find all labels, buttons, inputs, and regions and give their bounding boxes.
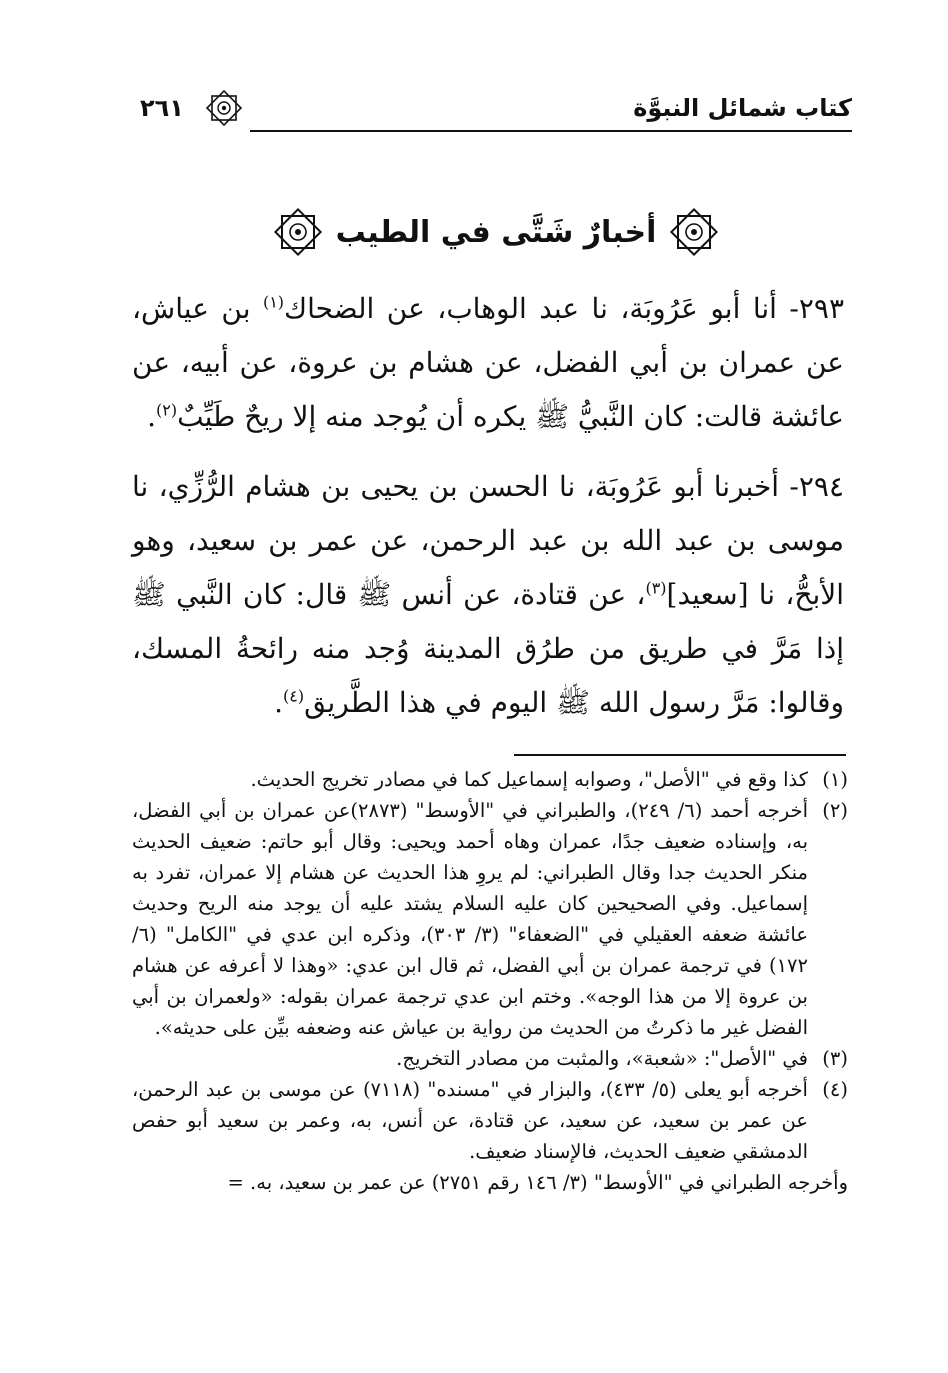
footnote-item: [132, 1074, 848, 1167]
footnote-ref[interactable]: (٢): [156, 400, 178, 420]
running-header: [140, 88, 852, 140]
hadith-text: ٢٩٤- أخبرنا أبو عَرُوبَة، نا الحسن بن يحيى بن هشام الرُّزِّي، نا موسى بن عبد الله بن عبد الرحمن، عن عمر بن سعيد، وهو الأبحُّ، نا [سعيد]: [132, 470, 844, 611]
footnote-item: [132, 764, 848, 795]
main-text: [132, 282, 844, 746]
hadith-text: بن عياش، عن عمران بن أبي الفضل، عن هشام بن عروة، عن أبيه، عن عائشة قالت: كان النَّبيُّ ﷺ يكره أن يُوجد منه إلا ريحٌ طَيِّبٌ: [132, 292, 844, 433]
hadith-paragraph: [132, 460, 844, 730]
footnote-ref[interactable]: (٤): [283, 686, 305, 706]
footnote-text: في "الأصل": «شعبة»، والمثبت من مصادر التخريج.: [396, 1047, 808, 1070]
footnote-separator: [514, 754, 846, 756]
footnote-text: أخرجه أحمد (٦/ ٢٤٩)، والطبراني في "الأوسط" (٢٨٧٣)عن عمران بن أبي الفضل، به، وإسناده ضعيف جدًا، عمران وهاه أحمد ويحيى: وقال أبو حاتم: ضعيف الحديث منكر الحديث جدا وقال الطبراني: لم يروِ هذا الحديث عن هشام إلا عمران، تفرد به إسماعيل. وفي الصحيحين كان عليه السلام يشتد عليه أن يوجد منه الريح وحديث عائشة ضعفه العقيلي في "الضعفاء" (٣/ ٣٠٣)، وذكره ابن عدي في "الكامل" (٦/ ١٧٢) في ترجمة عمران بن أبي الفضل، ثم قال ابن عدي: «وهذا لا أعرفه عن هشام بن عروة إلا من هذا الوجه». وختم ابن عدي ترجمة عمران بقوله: «ولعمران بن أبي الفضل غير ما ذكرتُ من الحديث من رواية بن عياش عنه وضعفه بيِّن على حديثه».: [132, 799, 808, 1039]
footnote-number: (٢): [822, 799, 848, 822]
footnote-continuation: وأخرجه الطبراني في "الأوسط" (٣/ ١٤٦ رقم ٢٧٥١) عن عمر بن سعيد، به. =: [227, 1171, 848, 1194]
hadith-text: ٢٩٣- أنا أبو عَرُوبَة، نا عبد الوهاب، عن الضحاك: [284, 292, 844, 325]
octagram-ornament-icon: [204, 88, 244, 128]
hadith-paragraph: [132, 282, 844, 444]
hadith-text: .: [147, 400, 156, 433]
footnote-number: (١): [822, 768, 848, 791]
header-rule: [250, 130, 852, 132]
section-title: أخبارٌ شَتَّى في الطيب: [335, 214, 657, 250]
footnote-number: (٣): [822, 1047, 848, 1070]
footnote-ref[interactable]: (١): [262, 292, 285, 312]
footnote-ref[interactable]: (٣): [645, 578, 667, 598]
footnote-item: [132, 1043, 848, 1074]
footnote-text: أخرجه أبو يعلى (٥/ ٤٣٣)، والبزار في "مسنده" (٧١١٨) عن موسى بن عبد الرحمن، عن عمر بن سعيد، عن سعيد، عن قتادة، عن أنس، به، وعمر بن سعيد أبو حفص الدمشقي ضعيف الحديث، فالإسناد ضعيف.: [132, 1078, 808, 1163]
hadith-text: .: [274, 686, 283, 719]
octagram-ornament-icon: [272, 206, 324, 258]
page-number: ٢٦١: [140, 94, 184, 122]
octagram-ornament-icon: [668, 206, 720, 258]
footnote-item: [132, 795, 848, 1043]
footnotes: [132, 764, 848, 1198]
book-title: كتاب شمائل النبوَّة: [633, 94, 852, 122]
hadith-text: ، عن قتادة، عن أنس ﷺ قال: كان النَّبي ﷺ إذا مَرَّ في طريق من طرُق المدينة وُجد منه رائحةُ المسك، وقالوا: مَرَّ رسول الله ﷺ اليوم في هذا الطَّريق: [132, 578, 844, 719]
footnote-number: (٤): [822, 1078, 848, 1101]
footnote-text: كذا وقع في "الأصل"، وصوابه إسماعيل كما في مصادر تخريج الحديث.: [250, 768, 808, 791]
section-heading: [140, 200, 852, 264]
